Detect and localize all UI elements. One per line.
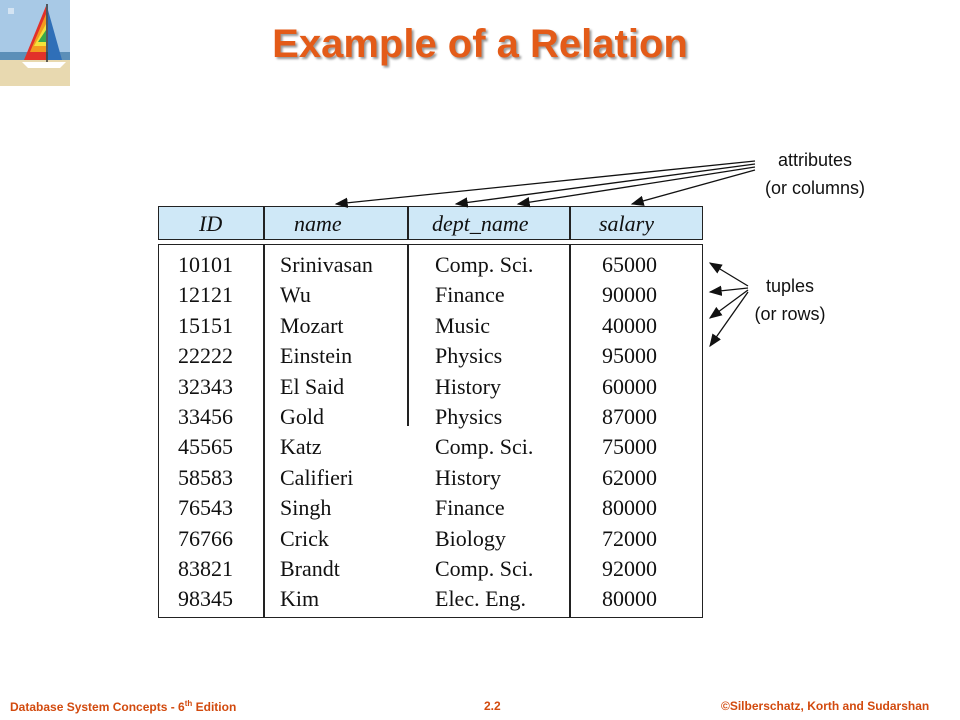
cell-salary: 92000 (602, 555, 657, 581)
arrow-to-row (710, 292, 748, 346)
cell-dept-name: Comp. Sci. (435, 252, 534, 277)
cell-dept-name: Biology (435, 525, 506, 551)
attributes-subtext: (or columns) (764, 178, 866, 198)
cell-salary: 80000 (602, 586, 657, 612)
arrow-to-row (710, 263, 748, 286)
cell-id: 83821 (178, 555, 233, 581)
cell-salary: 80000 (602, 495, 657, 521)
cell-name: Katz (280, 434, 322, 460)
cell-id: 12121 (178, 282, 233, 308)
arrow-to-row (710, 288, 748, 292)
cell-salary: 72000 (602, 525, 657, 551)
cell-id: 45565 (178, 434, 233, 460)
cell-salary: 60000 (602, 373, 657, 399)
column-header-dept-name: dept_name (432, 211, 529, 236)
cell-id: 10101 (178, 252, 233, 277)
cell-id: 98345 (178, 586, 233, 612)
tuples-text: tuples (765, 276, 815, 296)
cell-salary: 95000 (602, 343, 657, 369)
cell-id: 58583 (178, 464, 233, 490)
footer-copyright: ©Silberschatz, Korth and Sudarshan (721, 699, 930, 713)
cell-name: Kim (280, 586, 320, 612)
cell-salary: 87000 (602, 403, 657, 429)
cell-salary: 40000 (602, 312, 657, 338)
cell-id: 32343 (178, 373, 233, 399)
cell-dept-name: Finance (435, 282, 505, 308)
arrow-to-salary-column (632, 170, 755, 204)
footer-slide-number: 2.2 (484, 699, 501, 713)
cell-salary: 90000 (602, 282, 657, 308)
attributes-text: attributes (777, 150, 853, 170)
footer-edition-sup: th (184, 699, 193, 708)
arrow-to-row (710, 290, 748, 318)
cell-id: 76766 (178, 525, 233, 551)
cell-name: El Said (280, 373, 345, 399)
tuples-subtext: (or rows) (754, 304, 826, 324)
cell-dept-name: Music (435, 312, 490, 338)
footer-title-text: Database System Concepts - 6 (10, 700, 185, 714)
cell-name: Einstein (280, 343, 353, 369)
cell-dept-name: History (435, 464, 501, 490)
cell-name: Gold (280, 403, 324, 429)
cell-dept-name: Physics (435, 403, 503, 429)
cell-name: Califieri (280, 464, 354, 490)
cell-name: Crick (280, 525, 329, 551)
cell-name: Mozart (280, 312, 344, 338)
cell-salary: 75000 (602, 434, 657, 460)
arrow-to-id-column (336, 161, 755, 204)
cell-name: Brandt (280, 555, 340, 581)
column-header-salary: salary (599, 211, 654, 236)
cell-id: 15151 (178, 312, 233, 338)
cell-name: Singh (280, 495, 332, 521)
cell-id: 22222 (178, 343, 233, 369)
arrow-to-name-column (456, 164, 755, 204)
cell-name: Wu (280, 282, 311, 308)
cell-dept-name: Elec. Eng. (435, 586, 527, 612)
cell-name: Srinivasan (280, 252, 373, 277)
cell-dept-name: Finance (435, 495, 505, 521)
cell-dept-name: Physics (435, 343, 503, 369)
footer-edition-text: Edition (192, 700, 237, 714)
cell-salary: 65000 (602, 252, 657, 277)
cell-salary: 62000 (602, 464, 657, 490)
column-header-id: ID (199, 211, 223, 236)
cell-dept-name: Comp. Sci. (435, 434, 534, 460)
column-header-name: name (294, 211, 342, 236)
footer-book-title (10, 699, 236, 714)
cell-dept-name: Comp. Sci. (435, 555, 534, 581)
cell-id: 76543 (178, 495, 233, 521)
page-title: Example of a Relation (272, 22, 688, 66)
cell-dept-name: History (435, 373, 501, 399)
cell-id: 33456 (178, 403, 233, 429)
